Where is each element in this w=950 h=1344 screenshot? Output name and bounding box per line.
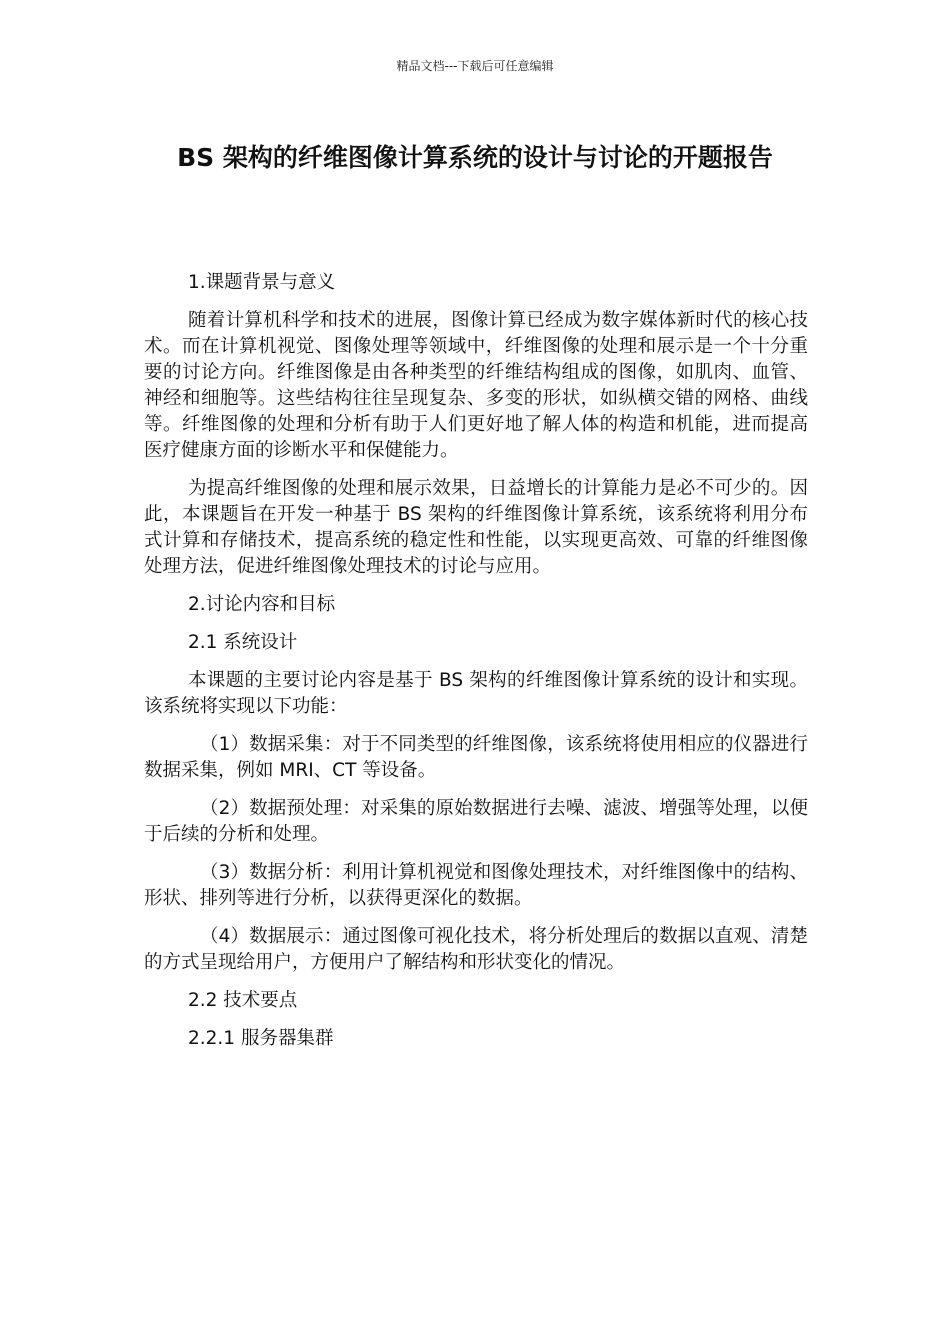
page-header-watermark: 精品文档---下载后可任意编辑 bbox=[396, 59, 554, 73]
document-title: BS 架构的纤维图像计算系统的设计与讨论的开题报告 bbox=[177, 143, 773, 172]
document-body bbox=[144, 270, 808, 1064]
list-item-display: （4）数据展示：通过图像可视化技术，将分析处理后的数据以直观、清楚的方式呈现给用户，方便用户了解结构和形状变化的情况。 bbox=[144, 926, 808, 973]
paragraph-background-2: 为提高纤维图像的处理和展示效果，日益增长的计算能力是必不可少的。因此，本课题旨在开发一种基于 BS 架构的纤维图像计算系统，该系统将利用分布式计算和存储技术，提高系统的稳定性和性能，以实现更高效、可靠的纤维图像处理方法，促进纤维图像处理技术的讨论与应用。 bbox=[144, 478, 808, 577]
list-item-data-collection: （1）数据采集：对于不同类型的纤维图像，该系统将使用相应的仪器进行数据采集，例如 MRI、CT 等设备。 bbox=[144, 734, 808, 781]
section-heading-2: 2.讨论内容和目标 bbox=[188, 594, 336, 615]
list-item-preprocessing: （2）数据预处理：对采集的原始数据进行去噪、滤波、增强等处理，以便于后续的分析和处理。 bbox=[144, 798, 808, 845]
subsection-heading-2-1: 2.1 系统设计 bbox=[188, 632, 298, 653]
paragraph-system-intro: 本课题的主要讨论内容是基于 BS 架构的纤维图像计算系统的设计和实现。该系统将实现以下功能： bbox=[144, 670, 808, 717]
paragraph-background-1: 随着计算机科学和技术的进展，图像计算已经成为数字媒体新时代的核心技术。而在计算机视觉、图像处理等领域中，纤维图像的处理和展示是一个十分重要的讨论方向。纤维图像是由各种类型的纤维结构组成的图像，如肌肉、血管、神经和细胞等。这些结构往往呈现复杂、多变的形状，如纵横交错的网格、曲线等。纤维图像的处理和分析有助于人们更好地了解人体的构造和机能，进而提高医疗健康方面的诊断水平和保健能力。 bbox=[144, 310, 808, 461]
section-heading-1: 1.课题背景与意义 bbox=[188, 272, 336, 293]
list-item-analysis: （3）数据分析：利用计算机视觉和图像处理技术，对纤维图像中的结构、形状、排列等进行分析，以获得更深化的数据。 bbox=[144, 862, 808, 909]
subsection-heading-2-2-1: 2.2.1 服务器集群 bbox=[188, 1028, 334, 1049]
subsection-heading-2-2: 2.2 技术要点 bbox=[188, 990, 298, 1011]
